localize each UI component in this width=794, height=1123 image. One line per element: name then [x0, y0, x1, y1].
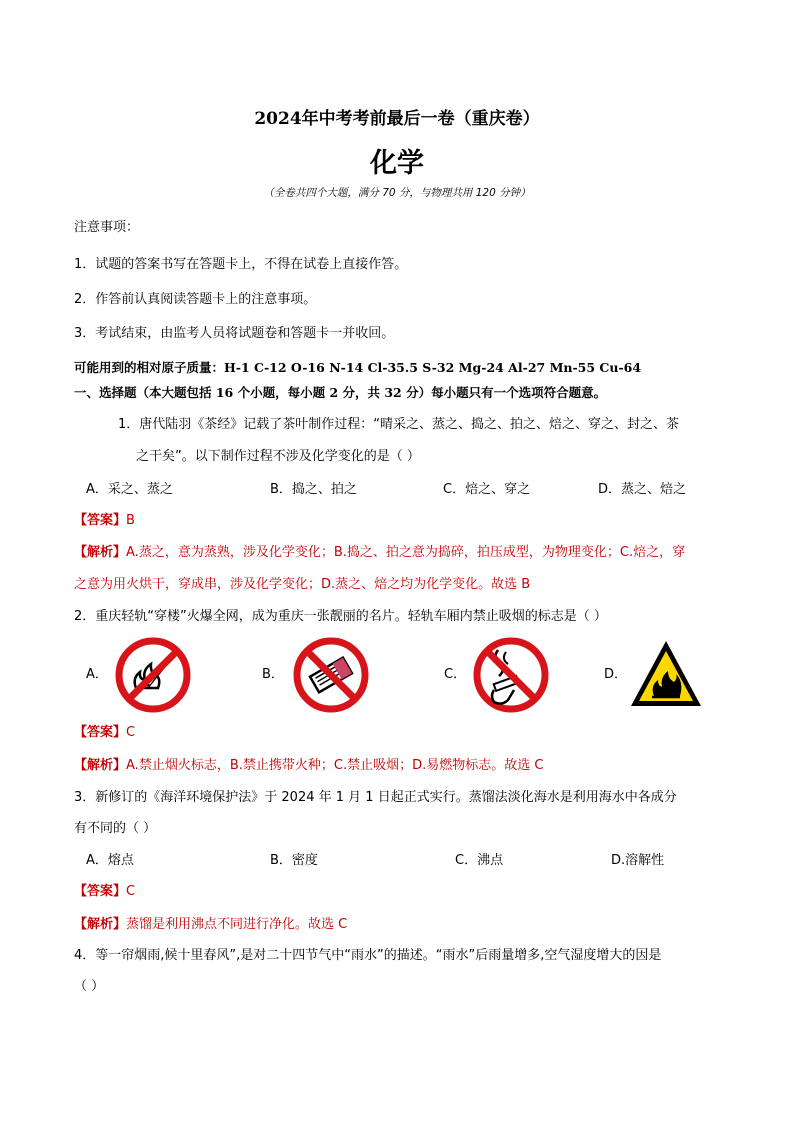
analysis-label: 【解析】 [74, 917, 127, 932]
q1-answer [74, 512, 135, 530]
q3-option-d: D.溶解性 [611, 853, 665, 868]
q3-option-b: B．密度 [270, 853, 318, 868]
q3-option-c: C．沸点 [455, 853, 504, 868]
no-fire-icon [114, 636, 192, 714]
subject-title: 化学 [370, 148, 424, 179]
no-smoking-icon [472, 636, 550, 714]
analysis-label: 【解析】 [74, 545, 127, 560]
no-matches-icon [292, 636, 370, 714]
notice-heading: 注意事项： [74, 220, 140, 235]
q1-stem-line1: 1．唐代陆羽《茶经》记载了茶叶制作过程：“晴采之、蒸之、捣之、拍之、焙之、穿之、封之、茶 [118, 417, 680, 432]
q3-stem-line1: 3．新修订的《海洋环境保护法》于 2024 年 1 月 1 日起正式实行。蒸馏法淡化海水是利用海水中各成分 [74, 790, 677, 805]
q4-stem-line2: （ ） [74, 979, 105, 994]
answer-label: 【答案】 [74, 884, 127, 899]
exam-subtitle: （全卷共四个大题，满分 70 分，与物理共用 120 分钟） [263, 187, 531, 199]
section-one-heading: 一、选择题（本大题包括 16 个小题，每小题 2 分，共 32 分）每小题只有一个选项符合题意。 [74, 385, 607, 400]
q2-option-b: B． [262, 667, 284, 682]
q1-option-d: D．蒸之、焙之 [598, 482, 687, 497]
flammable-warning-icon [628, 638, 704, 710]
answer-value: C [126, 884, 136, 899]
q3-analysis [74, 916, 347, 934]
answer-label: 【答案】 [74, 513, 127, 528]
q1-stem-line2: 之干矣”。以下制作过程不涉及化学变化的是（ ） [136, 449, 420, 464]
notice-item-1: 1．试题的答案书写在答题卡上，不得在试卷上直接作答。 [74, 257, 408, 272]
q1-analysis-line2: 之意为用火烘干，穿成串，涉及化学变化；D.蒸之、焙之均为化学变化。故选 B [74, 577, 531, 592]
q2-option-d: D． [604, 667, 628, 682]
q2-option-c: C． [444, 667, 467, 682]
atomic-masses: 可能用到的相对原子质量：H-1 C-12 O-16 N-14 Cl-35.5 S-32 Mg-24 Al-27 Mn-55 Cu-64 [74, 360, 642, 375]
answer-value: B [126, 513, 135, 528]
q1-option-b: B．捣之、拍之 [270, 482, 357, 497]
q2-option-a: A． [86, 667, 108, 682]
q3-option-a: A．熔点 [86, 853, 134, 868]
analysis-text: A.禁止烟火标志，B.禁止携带火种；C.禁止吸烟；D.易燃物标志。故选 C [126, 758, 544, 773]
notice-item-2: 2．作答前认真阅读答题卡上的注意事项。 [74, 292, 317, 307]
answer-label: 【答案】 [74, 725, 127, 740]
q2-answer [74, 724, 135, 742]
analysis-label: 【解析】 [74, 758, 127, 773]
q4-stem-line1: 4．等一帘烟雨,候十里春风”,是对二十四节气中“雨水”的描述。“雨水”后雨量增多,空气湿度增大的因是 [74, 948, 662, 963]
q2-stem: 2．重庆轻轨“穿楼”火爆全网，成为重庆一张靓丽的名片。轻轨车厢内禁止吸烟的标志是（ ） [74, 609, 607, 624]
q2-analysis [74, 757, 543, 775]
notice-item-3: 3．考试结束，由监考人员将试题卷和答题卡一并收回。 [74, 326, 395, 341]
answer-value: C [126, 725, 136, 740]
analysis-text: 蒸馏是利用沸点不同进行净化。故选 C [126, 917, 348, 932]
q1-analysis-line1 [74, 544, 685, 562]
q1-option-c: C．焙之、穿之 [443, 482, 531, 497]
q1-option-a: A．采之、蒸之 [86, 482, 173, 497]
exam-title: 2024年中考考前最后一卷（重庆卷） [254, 109, 540, 129]
q3-answer [74, 883, 135, 901]
analysis-text: A.蒸之，意为蒸熟，涉及化学变化；B.捣之、拍之意为捣碎，拍压成型，为物理变化；C.焙之，穿 [126, 545, 686, 560]
q3-stem-line2: 有不同的（ ） [74, 821, 157, 836]
